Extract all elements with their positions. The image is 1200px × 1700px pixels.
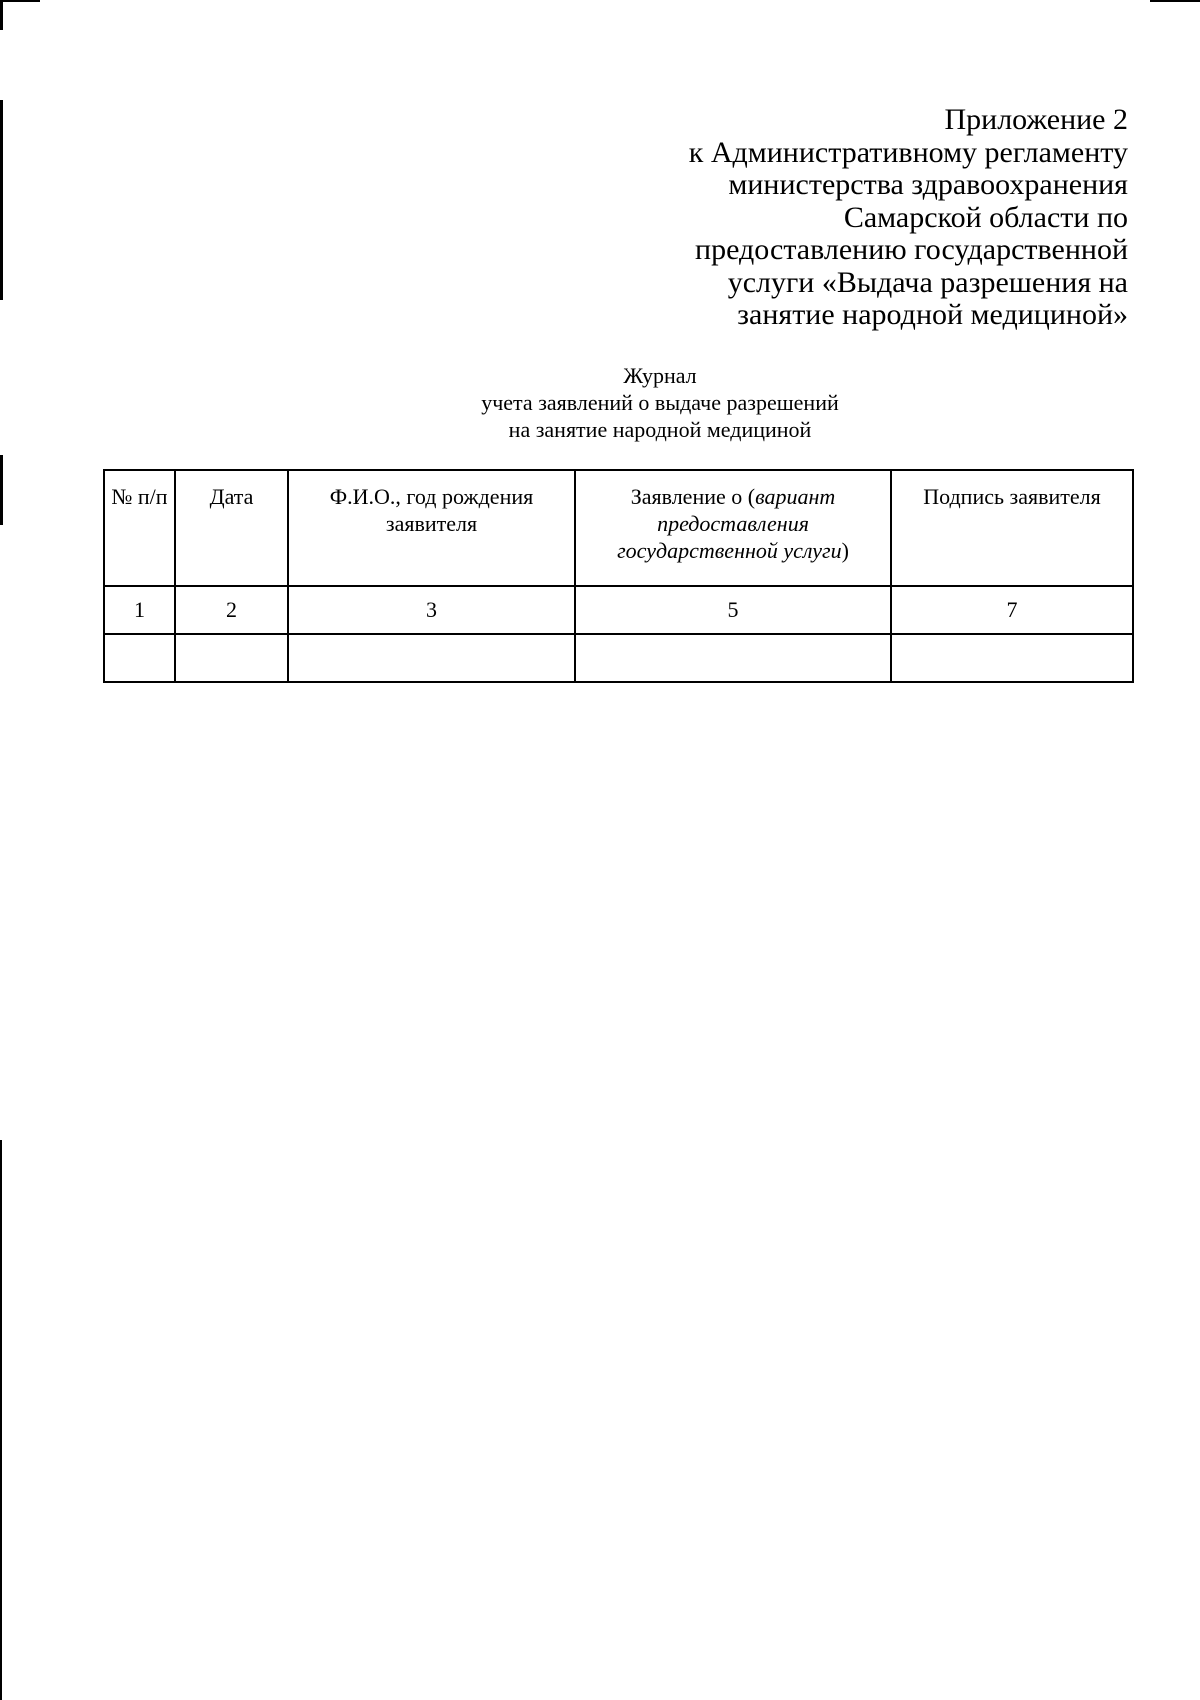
header-application-variant: вариант предоставления государственной услуги [617,484,842,563]
table-row [104,586,1133,634]
journal-title: Журнал [623,363,697,388]
appendix-line: предоставлению государственной [695,233,1128,266]
table-cell-empty [104,634,175,682]
table-header-row [104,470,1133,586]
header-applicant-name: Ф.И.О., год рождения заявителя [288,470,575,586]
table-cell-empty [175,634,288,682]
header-date: Дата [175,470,288,586]
header-application [575,470,891,586]
scan-edge-mark [0,1140,2,1700]
appendix-line: министерства здравоохранения [728,168,1128,201]
appendix-line: занятие народной медициной» [737,298,1128,331]
appendix-block [568,104,1128,332]
appendix-line: Самарской области по [843,200,1128,234]
appendix-line: Приложение 2 [944,103,1128,136]
journal-title-block [300,362,1020,443]
header-number: № п/п [104,470,175,586]
header-application-suffix: ) [841,538,849,563]
scan-edge-mark [0,0,3,30]
table-cell: 3 [288,586,575,634]
header-signature: Подпись заявителя [891,470,1133,586]
appendix-line: услуги «Выдача разрешения на [727,265,1128,299]
table-row [104,634,1133,682]
table-cell-empty [575,634,891,682]
appendix-line: к Административному регламенту [688,135,1128,169]
table-cell: 2 [175,586,288,634]
journal-table [103,469,1134,683]
table-cell: 1 [104,586,175,634]
header-application-prefix: Заявление о ( [630,484,756,509]
journal-subtitle: на занятие народной медициной [508,417,812,442]
scan-edge-mark [1150,0,1200,2]
scan-edge-mark [0,455,3,525]
table-cell-empty [891,634,1133,682]
scan-edge-mark [0,0,40,2]
table-cell-empty [288,634,575,682]
scan-edge-mark [0,100,3,300]
journal-subtitle: учета заявлений о выдаче разрешений [481,390,839,415]
table-cell: 7 [891,586,1133,634]
table-cell: 5 [575,586,891,634]
